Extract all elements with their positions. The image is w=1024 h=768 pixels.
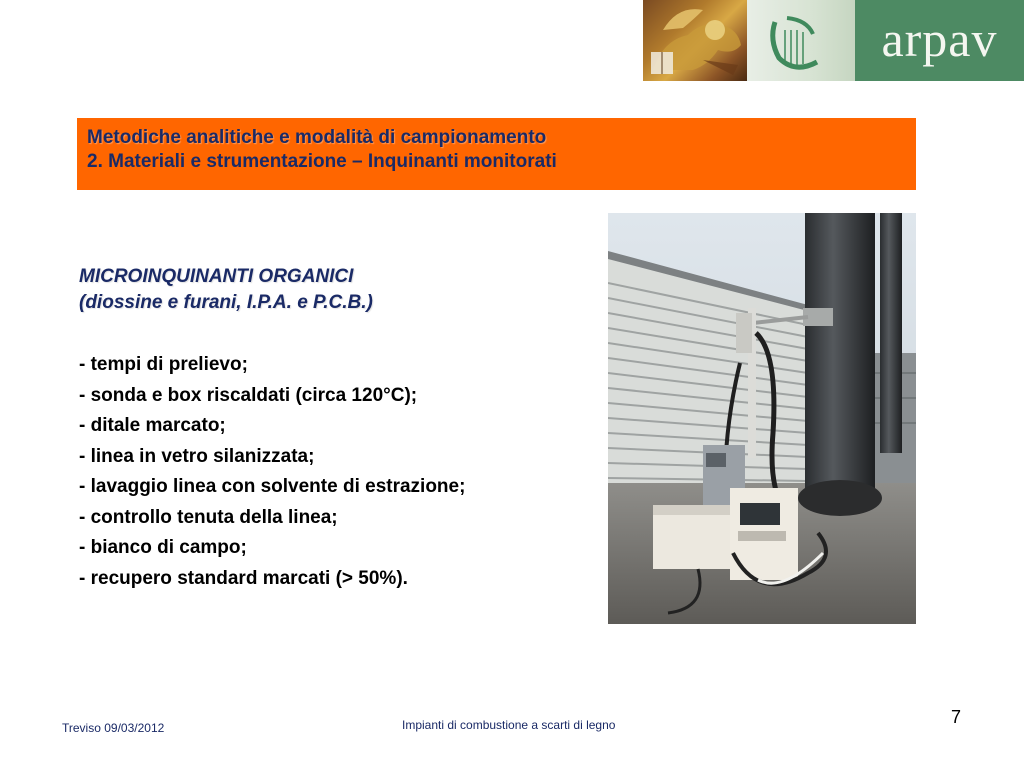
list-item: - linea in vetro silanizzata; [79,445,315,467]
page-number: 7 [951,707,962,727]
footer-date: Treviso 09/03/2012 [62,721,165,735]
slide-title: Metodiche analitiche e modalità di campionamento [87,127,547,148]
footer-title: Impianti di combustione a scarti di legno [402,718,616,732]
harp-icon [747,0,855,81]
slide-body [79,264,609,594]
lion-of-st-mark-icon [643,0,747,81]
list-item: - lavaggio linea con solvente di estrazione; [79,476,466,497]
slide-subtitle: 2. Materiali e strumentazione – Inquinanti monitorati [87,151,557,172]
sampling-equipment-photo [608,213,916,624]
brand-text: arpav [881,10,998,67]
arpav-logo-banner [643,0,1024,81]
list-item: - ditale marcato; [79,415,226,436]
list-item: - recupero standard marcati (> 50%). [79,567,408,589]
section-heading-detail: (diossine e furani, I.P.A. e P.C.B.) [79,292,373,313]
list-item: - controllo tenuta della linea; [79,506,338,528]
requirements-list [79,350,609,594]
list-item: - bianco di campo; [79,537,247,558]
section-heading: MICROINQUINANTI ORGANICI [79,266,354,287]
arpav-wordmark [855,0,1024,81]
list-item: - tempi di prelievo; [79,354,248,375]
list-item: - sonda e box riscaldati (circa 120°C); [79,384,418,406]
slide-title-box [77,118,916,190]
